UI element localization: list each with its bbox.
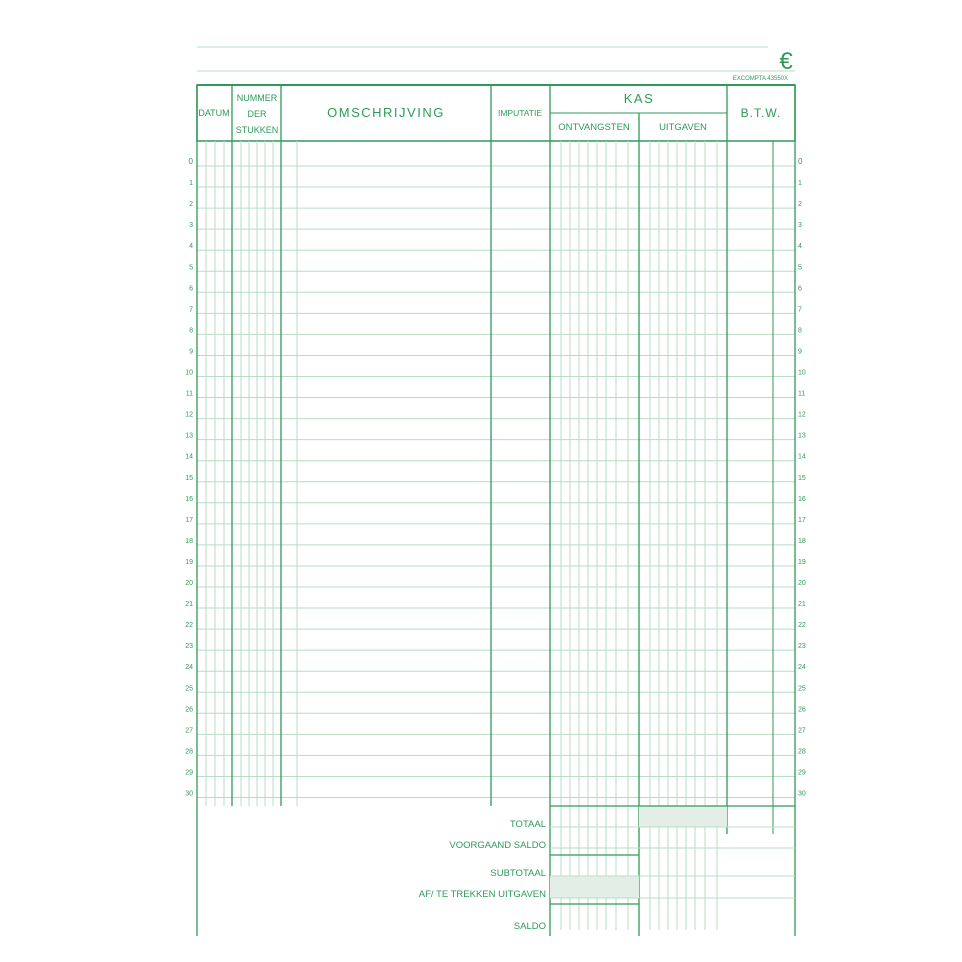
row-number-right: 19 <box>798 558 806 566</box>
header-btw: B.T.W. <box>740 106 782 120</box>
row-number-left: 4 <box>189 243 193 251</box>
row-number-right: 28 <box>798 748 806 756</box>
row-number-left: 29 <box>185 769 193 777</box>
header-nummer-line1: NUMMER <box>236 93 278 103</box>
row-number-left: 16 <box>185 495 193 503</box>
row-number-right: 29 <box>798 769 806 777</box>
row-number-right: 8 <box>798 327 802 335</box>
row-number-left: 24 <box>185 664 193 672</box>
header-nummer-line3: STUKKEN <box>235 125 279 135</box>
header-uitgaven: UITGAVEN <box>659 122 707 133</box>
row-number-left: 26 <box>185 706 193 714</box>
row-number-right: 12 <box>798 411 806 419</box>
row-number-right: 0 <box>798 157 803 166</box>
row-number-right: 9 <box>798 348 802 356</box>
row-number-left: 23 <box>185 643 193 651</box>
header-nummer-line2: DER <box>247 109 267 119</box>
row-number-right: 5 <box>798 264 802 272</box>
label-af-te-trekken: AF/ TE TREKKEN UITGAVEN <box>418 889 546 900</box>
row-number-right: 22 <box>798 622 806 630</box>
row-number-right: 1 <box>798 180 802 188</box>
row-number-left: 14 <box>185 453 193 461</box>
label-subtotaal: SUBTOTAAL <box>490 868 546 879</box>
label-saldo: SALDO <box>513 921 546 932</box>
row-number-left: 15 <box>185 474 193 482</box>
row-number-left: 13 <box>185 432 193 440</box>
row-number-left: 27 <box>185 727 193 735</box>
row-number-right: 18 <box>798 537 806 545</box>
euro-symbol: € <box>779 48 793 75</box>
row-number-left: 25 <box>185 685 193 693</box>
row-number-left: 3 <box>189 222 193 230</box>
row-number-left: 30 <box>185 790 193 798</box>
row-number-right: 6 <box>798 285 802 293</box>
row-number-left: 17 <box>185 516 193 524</box>
row-number-left: 6 <box>189 285 193 293</box>
row-number-right: 3 <box>798 222 802 230</box>
row-number-left: 1 <box>189 180 193 188</box>
row-number-left: 18 <box>185 537 193 545</box>
label-voorgaand-saldo: VOORGAAND SALDO <box>449 840 546 851</box>
row-number-right: 14 <box>798 453 806 461</box>
header-ontvangsten: ONTVANGSTEN <box>558 122 630 133</box>
row-number-left: 5 <box>189 264 193 272</box>
header-kas: KAS <box>623 91 655 106</box>
label-totaal: TOTAAL <box>509 819 546 830</box>
totaal-uitgaven-shade <box>639 806 727 827</box>
row-number-right: 21 <box>798 601 806 609</box>
form-code: EXCOMPTA 43550X <box>732 76 788 82</box>
header-datum: DATUM <box>198 108 230 118</box>
row-number-right: 27 <box>798 727 806 735</box>
row-number-right: 17 <box>798 516 806 524</box>
header-omschrijving: OMSCHRIJVING <box>327 105 445 120</box>
row-number-right: 2 <box>798 201 802 209</box>
row-number-left: 7 <box>189 306 193 314</box>
row-number-left: 8 <box>189 327 193 335</box>
row-number-right: 24 <box>798 664 806 672</box>
row-number-right: 23 <box>798 643 806 651</box>
row-number-left: 10 <box>185 369 193 377</box>
row-number-left: 2 <box>189 201 193 209</box>
row-number-right: 26 <box>798 706 806 714</box>
row-number-left: 11 <box>185 390 193 398</box>
row-number-left: 19 <box>185 558 193 566</box>
row-number-right: 10 <box>798 369 806 377</box>
row-number-left: 12 <box>185 411 193 419</box>
row-number-left: 0 <box>188 157 193 166</box>
row-number-left: 28 <box>185 748 193 756</box>
row-number-right: 20 <box>798 580 806 587</box>
af-te-trekken-shade <box>550 876 639 898</box>
row-number-right: 11 <box>798 390 806 398</box>
header-imputatie: IMPUTATIE <box>497 108 543 118</box>
row-number-left: 21 <box>185 601 193 609</box>
row-number-left: 9 <box>189 348 193 356</box>
row-number-right: 16 <box>798 495 806 503</box>
row-number-right: 4 <box>798 243 802 251</box>
row-number-right: 7 <box>798 306 802 314</box>
row-number-left: 20 <box>185 580 193 587</box>
row-number-right: 13 <box>798 432 806 440</box>
row-number-right: 25 <box>798 685 806 693</box>
row-number-right: 30 <box>798 790 806 798</box>
row-number-right: 15 <box>798 474 806 482</box>
row-number-left: 22 <box>185 622 193 630</box>
